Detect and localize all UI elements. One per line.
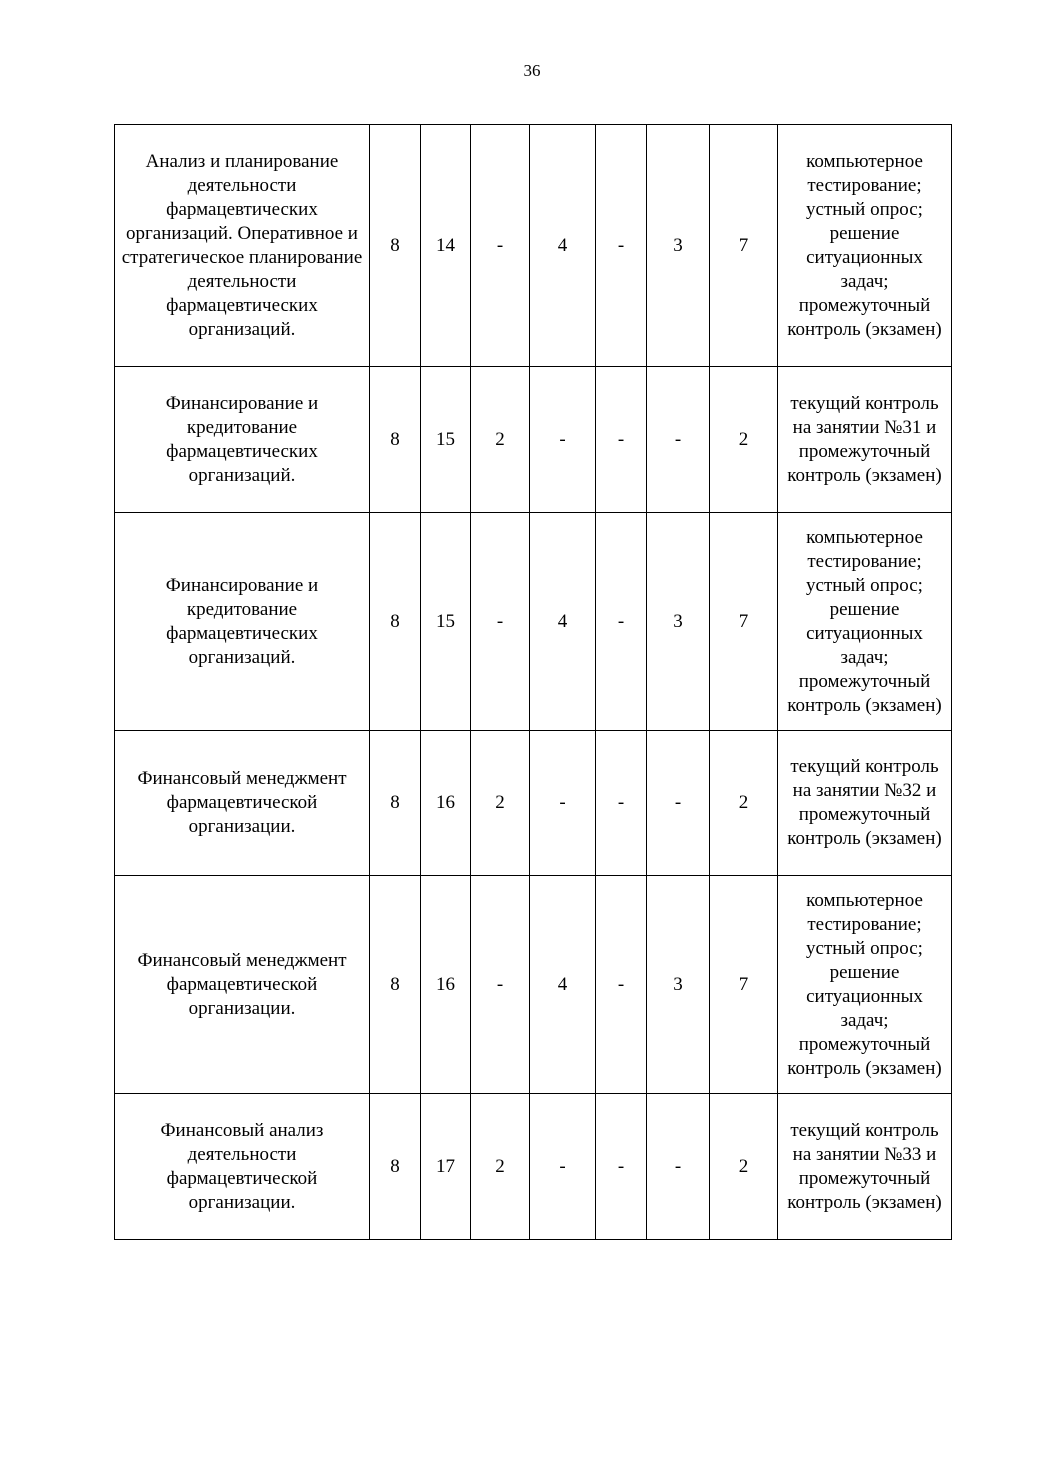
topic-cell: Финансовый менеджмент фармацевтической организации. bbox=[115, 731, 370, 876]
value-cell: 2 bbox=[471, 731, 530, 876]
value-cell: 7 bbox=[710, 125, 778, 367]
value-cell: 16 bbox=[421, 876, 471, 1094]
value-cell: - bbox=[596, 367, 647, 513]
table-row bbox=[115, 367, 952, 513]
value-cell: - bbox=[530, 367, 596, 513]
value-cell: 8 bbox=[370, 876, 421, 1094]
value-cell: 2 bbox=[710, 731, 778, 876]
topic-cell: Финансирование и кредитование фармацевтических организаций. bbox=[115, 513, 370, 731]
value-cell: - bbox=[530, 1094, 596, 1240]
table-row bbox=[115, 513, 952, 731]
control-form-cell: компьютерное тестирование; устный опрос; решение ситуационных задач; промежуточный контроль (экзамен) bbox=[778, 513, 952, 731]
value-cell: 2 bbox=[471, 367, 530, 513]
value-cell: 8 bbox=[370, 513, 421, 731]
value-cell: 4 bbox=[530, 125, 596, 367]
topic-cell: Финансовый анализ деятельности фармацевтической организации. bbox=[115, 1094, 370, 1240]
value-cell: - bbox=[596, 1094, 647, 1240]
value-cell: 8 bbox=[370, 731, 421, 876]
course-schedule-table bbox=[114, 124, 952, 1240]
value-cell: 8 bbox=[370, 1094, 421, 1240]
value-cell: 15 bbox=[421, 513, 471, 731]
value-cell: 16 bbox=[421, 731, 471, 876]
value-cell: 7 bbox=[710, 876, 778, 1094]
value-cell: - bbox=[471, 876, 530, 1094]
value-cell: 17 bbox=[421, 1094, 471, 1240]
value-cell: - bbox=[471, 125, 530, 367]
table-row bbox=[115, 731, 952, 876]
value-cell: 8 bbox=[370, 367, 421, 513]
topic-cell: Финансирование и кредитование фармацевтических организаций. bbox=[115, 367, 370, 513]
value-cell: 2 bbox=[710, 1094, 778, 1240]
value-cell: - bbox=[647, 1094, 710, 1240]
value-cell: - bbox=[596, 513, 647, 731]
table-row bbox=[115, 1094, 952, 1240]
page-number: 36 bbox=[523, 61, 541, 80]
table-row bbox=[115, 876, 952, 1094]
value-cell: 4 bbox=[530, 876, 596, 1094]
value-cell: - bbox=[647, 731, 710, 876]
control-form-cell: компьютерное тестирование; устный опрос; решение ситуационных задач; промежуточный контроль (экзамен) bbox=[778, 125, 952, 367]
value-cell: - bbox=[596, 125, 647, 367]
table-row bbox=[115, 125, 952, 367]
value-cell: 7 bbox=[710, 513, 778, 731]
value-cell: 3 bbox=[647, 513, 710, 731]
value-cell: 2 bbox=[710, 367, 778, 513]
value-cell: 4 bbox=[530, 513, 596, 731]
value-cell: 8 bbox=[370, 125, 421, 367]
value-cell: 15 bbox=[421, 367, 471, 513]
topic-cell: Анализ и планирование деятельности фармацевтических организаций. Оперативное и стратегическое планирование деятельности фармацевтических организаций. bbox=[115, 125, 370, 367]
value-cell: - bbox=[471, 513, 530, 731]
control-form-cell: текущий контроль на занятии №32 и промежуточный контроль (экзамен) bbox=[778, 731, 952, 876]
value-cell: - bbox=[596, 731, 647, 876]
value-cell: 14 bbox=[421, 125, 471, 367]
control-form-cell: текущий контроль на занятии №31 и промежуточный контроль (экзамен) bbox=[778, 367, 952, 513]
value-cell: 3 bbox=[647, 876, 710, 1094]
value-cell: - bbox=[596, 876, 647, 1094]
topic-cell: Финансовый менеджмент фармацевтической организации. bbox=[115, 876, 370, 1094]
value-cell: 3 bbox=[647, 125, 710, 367]
control-form-cell: текущий контроль на занятии №33 и промежуточный контроль (экзамен) bbox=[778, 1094, 952, 1240]
value-cell: 2 bbox=[471, 1094, 530, 1240]
control-form-cell: компьютерное тестирование; устный опрос; решение ситуационных задач; промежуточный контроль (экзамен) bbox=[778, 876, 952, 1094]
value-cell: - bbox=[647, 367, 710, 513]
value-cell: - bbox=[530, 731, 596, 876]
